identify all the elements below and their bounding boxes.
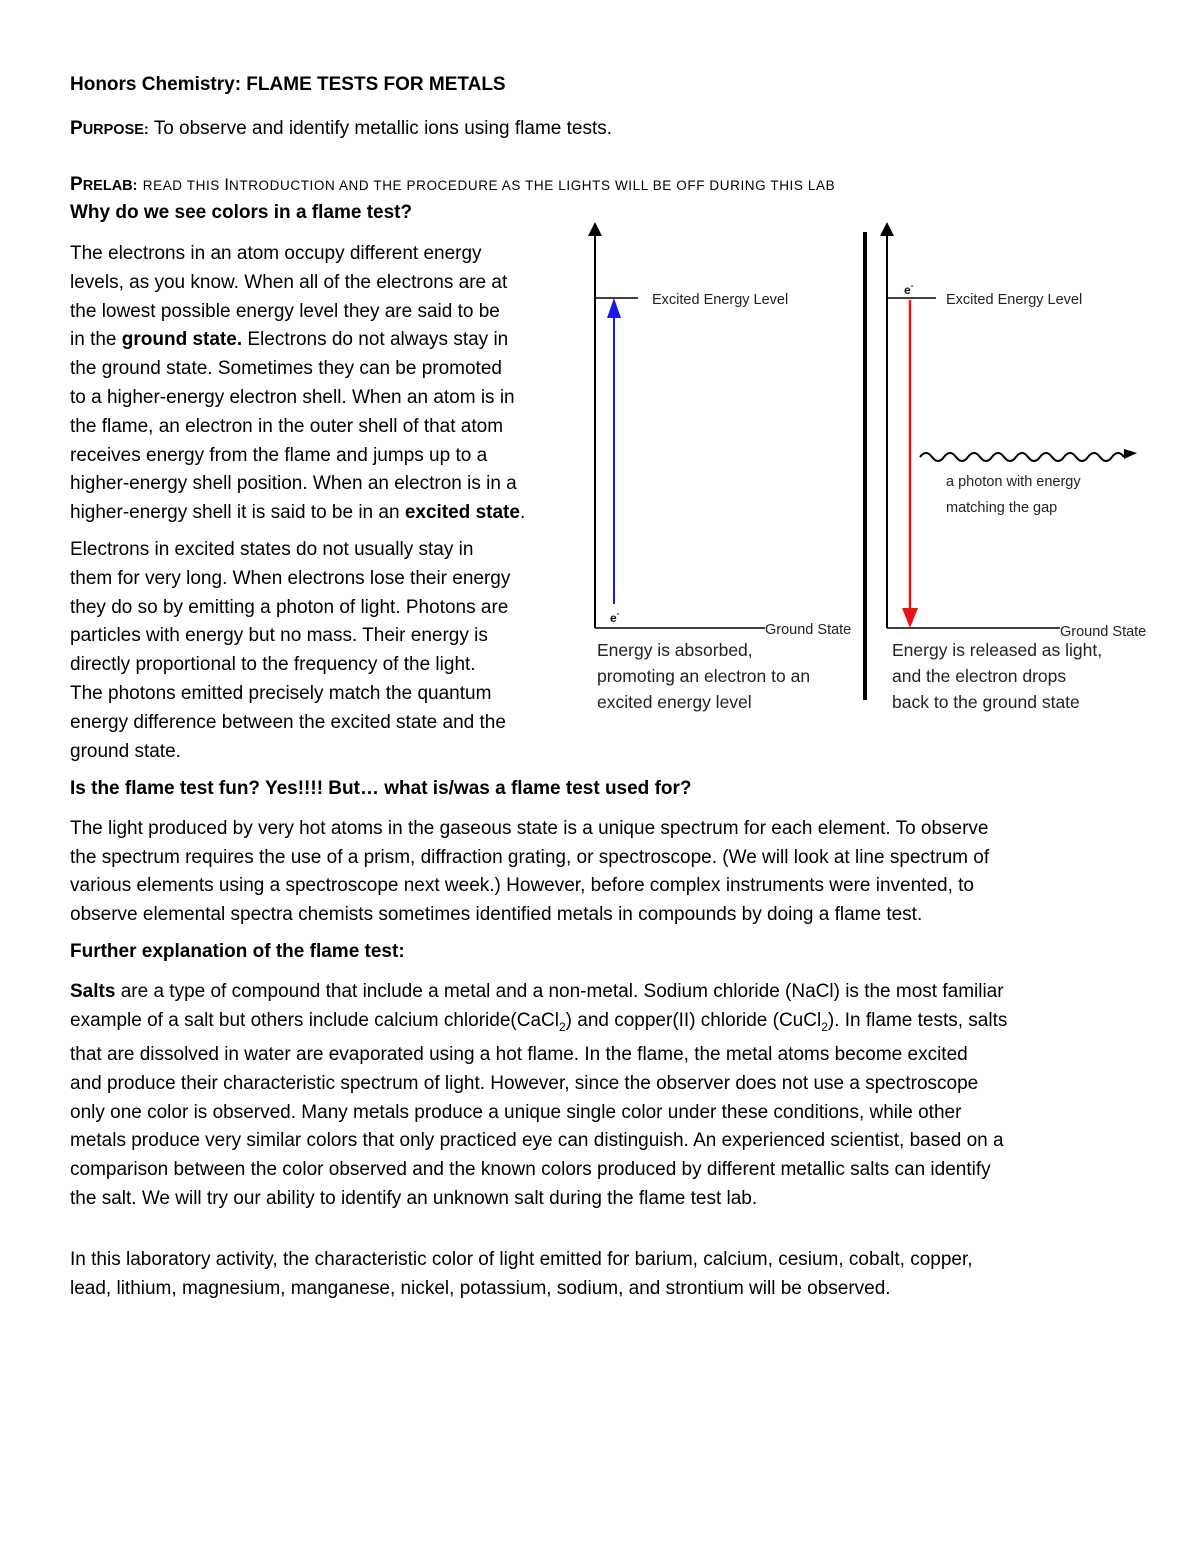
photon-wave — [920, 453, 1124, 461]
left-caption-line-2: promoting an electron to an — [597, 666, 811, 686]
prelab-text: READ THIS INTRODUCTION AND THE PROCEDURE AS THE LIGHTS WILL BE OFF DURING THIS LAB — [142, 175, 836, 194]
right-electron-label: e- — [904, 281, 914, 297]
left-excited-label: Excited Energy Level — [652, 292, 789, 308]
purpose-label: PURPOSE: — [70, 118, 149, 139]
right-caption-line-1: Energy is released as light, — [892, 640, 1103, 660]
left-electron-label: e- — [610, 609, 620, 625]
paragraph-electron-levels: The electrons in an atom occupy different energy levels, as you know. When all of the electrons are at the lowest possible energy level they are said to be in the ground state. Electrons do not always stay in the ground state. Sometimes they can be promoted to a higher-energy electron shell. When an atom is in the flame, an electron in the outer shell of that atom receives energy from the flame and jumps up to a higher-energy shell position. When an electron is in a higher-energy shell it is said to be in an excited state. — [70, 243, 526, 524]
left-axis-arrowhead — [588, 222, 602, 236]
left-ground-label: Ground State — [765, 622, 852, 638]
section-heading-further-explanation: Further explanation of the flame test: — [70, 941, 405, 962]
left-caption-line-3: excited energy level — [597, 692, 752, 712]
right-ground-label: Ground State — [1060, 624, 1147, 640]
section-heading-flame-test-use: Is the flame test fun? Yes!!!! But… what is/was a flame test used for? — [70, 778, 692, 799]
right-axis-arrowhead — [880, 222, 894, 236]
paragraph-excited-states: Electrons in excited states do not usually stay in them for very long. When electrons lose their energy they do so by emitting a photon of light. Photons are particles with energy but no mass. Their energy is directly proportional to the frequency of the light. The photons emitted precisely match the quantum energy difference between the excited state and the ground state. — [70, 539, 511, 762]
paragraph-spectrum: The light produced by very hot atoms in the gaseous state is a unique spectrum for each element. To observe the spectrum requires the use of a prism, diffraction grating, or spectroscope. (We will look at line spectrum of various elements using a spectroscope next week.) However, before complex instruments were invented, to observe elemental spectra chemists sometimes identified metals in compounds by doing a flame test. — [70, 818, 990, 926]
photon-arrowhead — [1124, 449, 1137, 459]
right-excited-label: Excited Energy Level — [946, 292, 1083, 308]
section-heading-why-colors: Why do we see colors in a flame test? — [70, 202, 413, 223]
photon-label-line-2: matching the gap — [946, 500, 1058, 516]
photon-label-line-1: a photon with energy — [946, 474, 1081, 490]
paragraph-lab-activity: In this laboratory activity, the characteristic color of light emitted for barium, calcium, cesium, cobalt, copper, lead, lithium, magnesium, manganese, nickel, potassium, sodium, and strontium will be observed. — [70, 1249, 973, 1299]
paragraph-salts: Salts are a type of compound that include a metal and a non-metal. Sodium chloride (NaCl) is the most familiar example of a salt but others include calcium chloride(CaCl$_2$) and copper(II) chloride (CuCl$_2$). In flame tests, salts that are dissolved in water are evaporated using a hot flame. In the flame, the metal atoms become excited and produce their characteristic spectrum of light. However, since the observer does not use a spectroscope only one color is observed. Many metals produce a unique single color under these conditions, while other metals produce very similar colors that only practiced eye can distinguish. An experienced scientist, based on a comparison between the color observed and the known colors produced by different metallic salts can identify the salt. We will try our ability to identify an unknown salt during the flame test lab. — [70, 981, 1008, 1209]
absorption-arrowhead — [607, 298, 621, 318]
right-caption-line-2: and the electron drops — [892, 666, 1067, 686]
emission-arrowhead — [902, 608, 918, 628]
energy-level-diagram — [0, 0, 1200, 760]
purpose-text: To observe and identify metallic ions using flame tests. — [153, 118, 613, 139]
prelab-label: PRELAB: — [70, 174, 138, 195]
left-caption-line-1: Energy is absorbed, — [597, 640, 753, 660]
document-title: Honors Chemistry: FLAME TESTS FOR METALS — [70, 74, 506, 95]
emission-panel — [880, 222, 1146, 712]
absorption-panel — [588, 222, 851, 712]
right-caption-line-3: back to the ground state — [892, 692, 1080, 712]
